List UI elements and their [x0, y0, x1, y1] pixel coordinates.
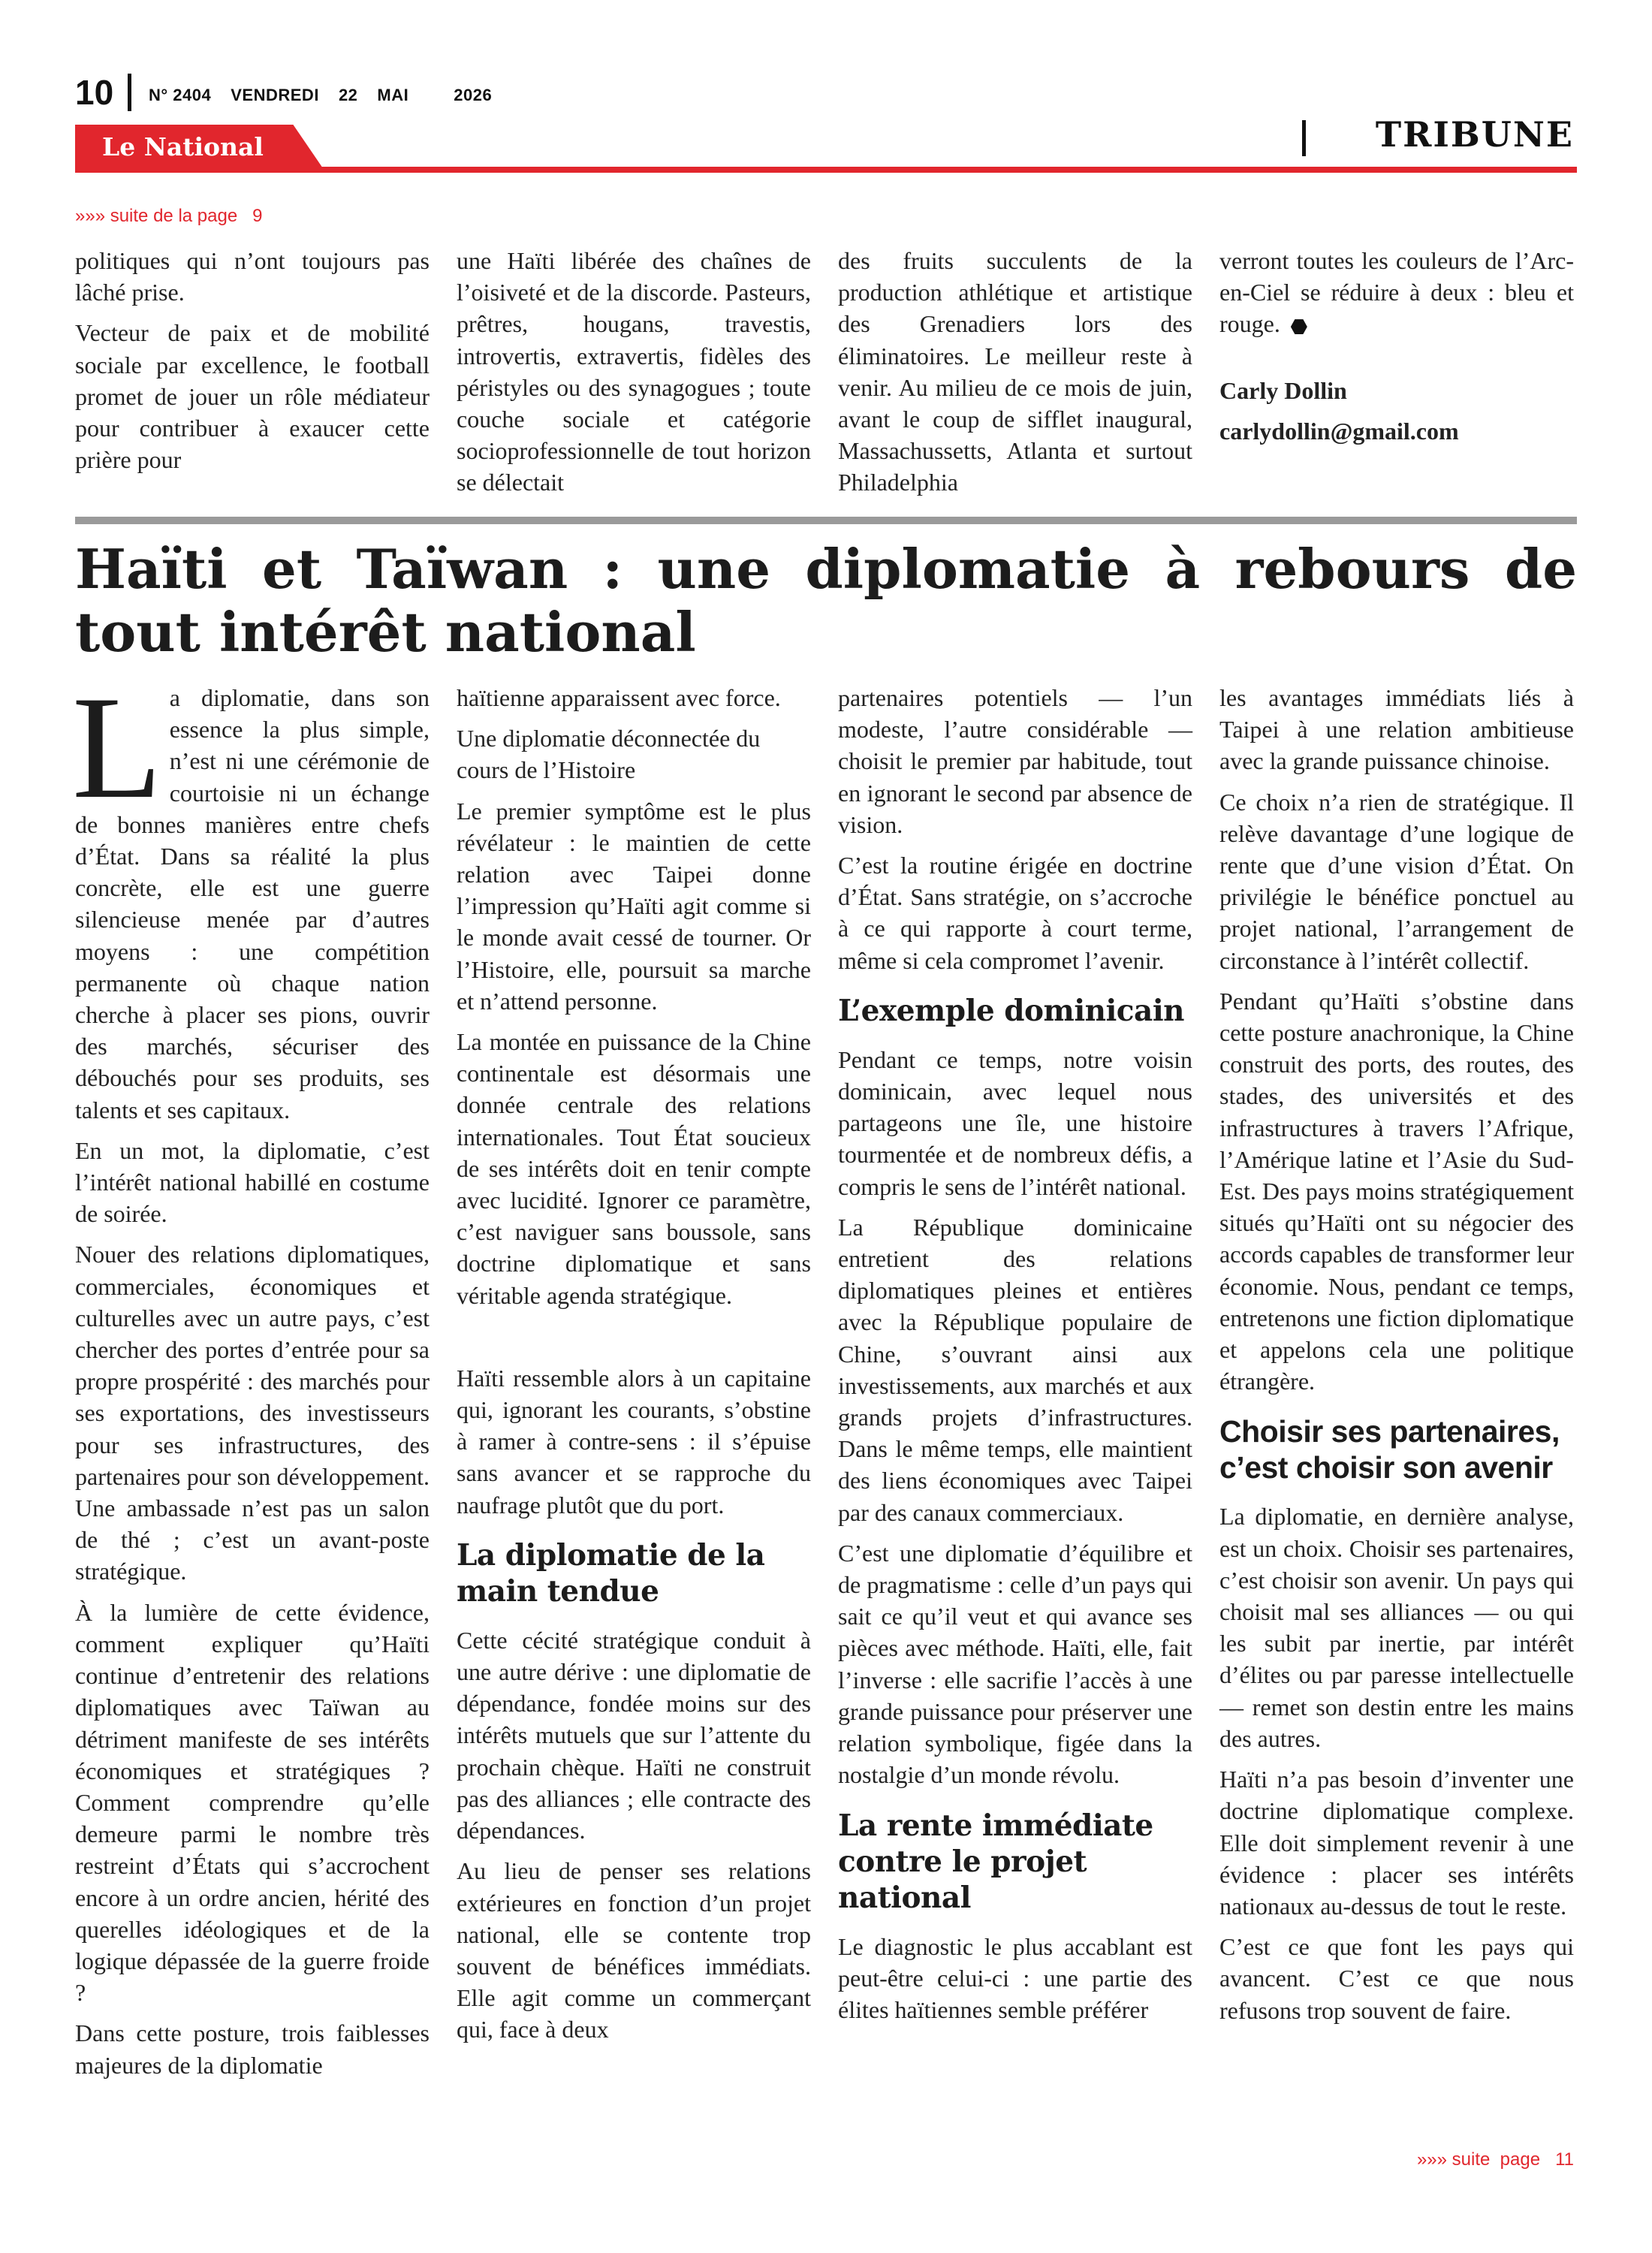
article-headline: Haïti et Taïwan : une diplomatie à rebours de tout intérêt national [75, 537, 1577, 664]
continued-to-link[interactable]: »»» suite page 11 [1416, 2149, 1574, 2170]
paragraph: Le diagnostic le plus accablant est peut-être celui-ci : une partie des élites haïtiennes semble préférer [838, 1932, 1192, 2023]
prev-article-column-2 [457, 245, 811, 508]
paragraph: En un mot, la diplomatie, c’est l’intérêt national habillé en costume de soirée. [75, 1136, 430, 1228]
paragraph: Au lieu de penser ses relations extérieures en fonction d’un projet national, elle se contente trop souvent de bénéfices immédiats. Elle agit comme un commerçant qui, face à deux [457, 1857, 811, 2043]
article-column-2 [457, 682, 811, 2055]
prev-article-column-4 [1219, 245, 1574, 447]
paragraph: Une diplomatie déconnectée du cours de l’Histoire [457, 725, 761, 784]
paragraph: Nouer des relations diplomatiques, commerciales, économiques et culturelles avec un autre pays, c’est chercher des portes d’entrée pour sa propre prospérité : des marchés pour ses exportations, des investisseurs pour ses infrastructures, des partenaires pour son développement. Une ambassade n’est pas un salon de thé ; c’est un avant-poste stratégique. [75, 1241, 430, 1585]
lead-paragraph [72, 666, 430, 1126]
subheading: La diplomatie de la main tendue [457, 1537, 765, 1609]
paragraph: Pendant ce temps, notre voisin dominicain, avec lequel nous partageons une île, une histoire tourmentée et de nombreux défis, a compris le sens de l’intérêt national. [838, 1045, 1192, 1200]
paragraph: une Haïti libérée des chaînes de l’oisiveté et de la discorde. Pasteurs, prêtres, hougans, travestis, introvertis, extravertis, fidèles des péristyles ou des synagogues ; toute couche sociale et catégorie socioprofessionnelle de tout horizon se délectait [457, 247, 811, 496]
drop-cap: L [72, 666, 162, 829]
subheading: L’exemple dominicain [838, 993, 1184, 1028]
paragraph: La montée en puissance de la Chine continentale est désormais une donnée centrale des relations internationales. Tout État soucieux de ses intérêts doit en tenir compte avec lucidité. Ignorer ce paramètre, c’est naviguer sans boussole, sans doctrine diplomatique et sans véritable agenda stratégique. [457, 1028, 811, 1309]
paragraph: haïtienne apparaissent avec force. [457, 684, 781, 711]
paragraph: Pendant qu’Haïti s’obstine dans cette posture anachronique, la Chine construit des ports, des routes, des stades, des universités et des infrastructures à travers l’Afrique, l’Amérique latine et l’Asie du Sud-Est. Des pays moins stratégiquement situés qu’Haïti ont su négocier des accords capables de transformer leur économie. Nous, pendant ce temps, entretenons une fiction diplomatique et appelons cela une politique étrangère. [1219, 987, 1574, 1395]
paragraph: Haïti ressemble alors à un capitaine qui, ignorant les courants, s’obstine à ramer à contre-sens : il s’épuise sans avancer et se rapproche du naufrage plutôt que du port. [457, 1364, 811, 1519]
article-column-3 [838, 682, 1192, 2034]
paragraph: partenaires potentiels — l’un modeste, l’autre considérable — choisit le premier par habitude, tout en ignorant le second par absence de vision. [838, 684, 1192, 838]
author-name: Carly Dollin [1219, 376, 1347, 404]
paragraph: politiques qui n’ont toujours pas lâché prise. [75, 247, 430, 306]
article-column-4 [1219, 682, 1574, 2035]
author-email: carlydollin@gmail.com [1219, 417, 1459, 445]
paragraph-last [1219, 245, 1574, 340]
issue-year: 2026 [454, 86, 493, 104]
section-title: TRIBUNE [1375, 114, 1574, 155]
paragraph: À la lumière de cette évidence, comment expliquer qu’Haïti continue d’entretenir des relations diplomatiques avec Taïwan au détriment manifeste de ses intérêts économiques et stratégiques ? Comment comprendre qu’elle demeure parmi le nombre très restreint d’États qui s’accrochent encore à un ordre ancien, hérité des querelles idéologiques et de la logique dépassée de la guerre froide ? [75, 1598, 430, 2007]
paragraph-text: verront toutes les couleurs de l’Arc-en-Ciel se réduire à deux : bleu et rouge. [1219, 247, 1574, 338]
end-mark-icon [1291, 318, 1307, 335]
brand-name: Le National [102, 132, 264, 161]
article-divider [75, 517, 1577, 524]
prev-article-column-3 [838, 245, 1192, 508]
paragraph: des fruits succulents de la production athlétique et artistique des Grenadiers lors des éliminatoires. Le meilleur reste à venir. Au milieu de ce mois de juin, avant le coup de sifflet inaugural, Massachussetts, Atlanta et surtout Philadelphia [838, 247, 1192, 496]
header-rule [75, 167, 1577, 173]
paragraph: Cette cécité stratégique conduit à une autre dérive : une diplomatie de dépendance, fondée moins sur des intérêts mutuels que sur l’attente du prochain chèque. Haïti ne construit pas des alliances ; elle contracte des dépendances. [457, 1626, 811, 1844]
issue-day: VENDREDI [231, 86, 319, 104]
paragraph: Dans cette posture, trois faiblesses majeures de la diplomatie [75, 2019, 430, 2079]
issue-date-day: 22 [338, 86, 358, 104]
paragraph: La diplomatie, en dernière analyse, est un choix. Choisir ses partenaires, c’est choisir son avenir. Un pays qui choisit mal ses alliances — ou qui les subit par inertie, par intérêt d’élites ou par paresse intellectuelle — remet son destin entre les mains des autres. [1219, 1503, 1574, 1752]
paragraph: Ce choix n’a rien de stratégique. Il relève davantage d’une logique de rente que d’une vision d’État. On privilégie le bénéfice ponctuel au projet national, l’arrangement de circonstance à l’intérêt collectif. [1219, 788, 1574, 974]
paragraph: C’est une diplomatie d’équilibre et de pragmatisme : celle d’un pays qui sait ce qu’il veut et qui avance ses pièces avec méthode. Haïti, elle, fait l’inverse : elle sacrifie l’accès à une grande puissance pour préserver une relation symbolique, figée dans la nostalgie d’un monde révolu. [838, 1539, 1192, 1789]
prev-article-column-1 [75, 245, 430, 484]
issue-month: MAI [377, 86, 409, 104]
paragraph: Le premier symptôme est le plus révélateur : le maintien de cette relation avec Taipei donne l’impression qu’Haïti agit comme si le monde avait cessé de tourner. Or l’Histoire, elle, poursuit sa marche et n’attend personne. [457, 797, 811, 1015]
paragraph: Haïti n’a pas besoin d’inventer une doctrine diplomatique complexe. Elle doit simplement revenir à une évidence : placer ses intérêts nationaux au-dessus de tout le reste. [1219, 1766, 1574, 1920]
issue-info [149, 86, 511, 105]
paragraph: les avantages immédiats liés à Taipei à une relation ambitieuse avec la grande puissance chinoise. [1219, 684, 1574, 775]
paragraph-text: a diplomatie, dans son essence la plus simple, n’est ni une cérémonie de courtoisie ni un échange de bonnes manières entre chefs d’État. Dans sa réalité la plus concrète, elle est une guerre silencieuse menée par d’autres moyens : une compétition permanente où chaque nation cherche à placer ses pions, ouvrir des marchés, sécuriser des débouchés pour ses produits, ses talents et ses capitaux. [75, 684, 430, 1123]
paragraph: C’est ce que font les pays qui avancent. C’est ce que nous refusons trop souvent de faire. [1219, 1933, 1574, 2024]
page-number: 10 [75, 73, 114, 112]
section-divider [1302, 120, 1306, 156]
paragraph: C’est la routine érigée en doctrine d’État. Sans stratégie, on s’accroche à ce qui rapporte à court terme, même si cela compromet l’avenir. [838, 852, 1192, 974]
issue-number: N° 2404 [149, 86, 212, 104]
paragraph: Vecteur de paix et de mobilité sociale par excellence, le football promet de jouer un rôle médiateur pour contribuer à exaucer cette prière pour [75, 319, 430, 474]
article-column-1 [72, 666, 430, 2090]
spacer [457, 1320, 811, 1362]
continued-from-link[interactable]: »»» suite de la page 9 [75, 206, 263, 226]
paragraph: La République dominicaine entretient des relations diplomatiques pleines et entières avec la République populaire de Chine, s’ouvrant ainsi aux investissements, aux marchés et aux grands projets d’infrastructures. Dans le même temps, elle maintient des liens économiques avec Taipei par des canaux commerciaux. [838, 1213, 1192, 1526]
header-divider [128, 74, 131, 111]
subheading: Choisir ses partenaires, c’est choisir son avenir [1219, 1414, 1560, 1485]
subheading: La rente immédiate contre le projet national [838, 1808, 1153, 1915]
